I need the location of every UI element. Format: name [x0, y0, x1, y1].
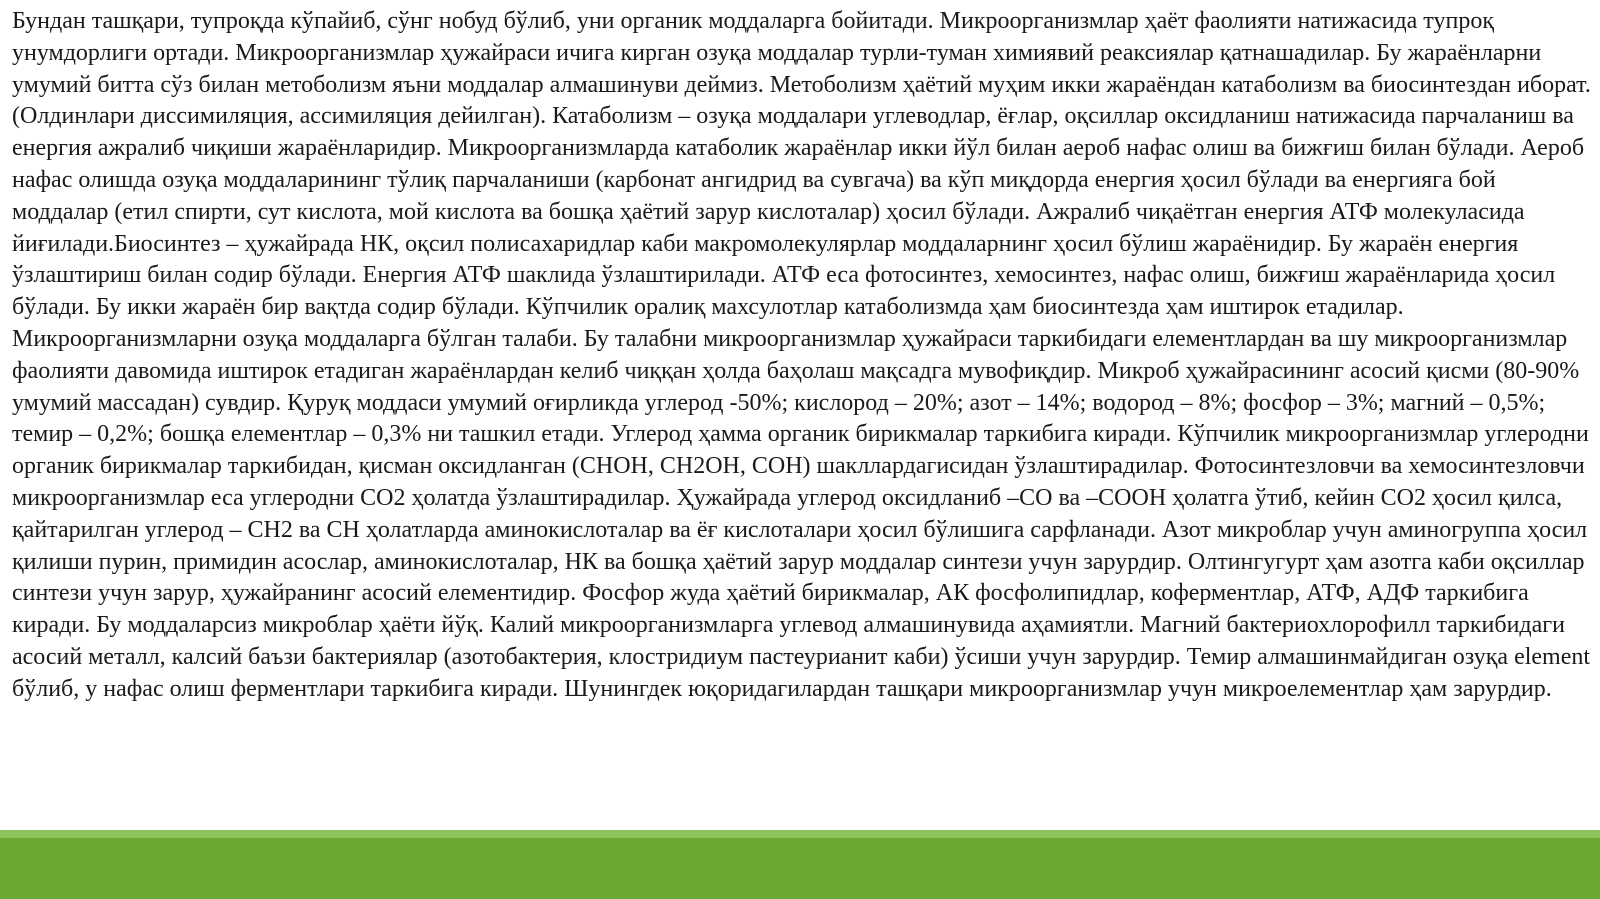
footer-bar-highlight [0, 830, 1600, 838]
footer-bar [0, 830, 1600, 899]
body-paragraph: Бундан ташқари, тупроқда кўпайиб, сўнг нобуд бўлиб, уни органик моддаларга бойитади. Микроорганизмлар ҳаёт фаолияти натижасида тупроқ унумдорлиги ортади. Микроорганизмлар ҳужайраси ичига кирган озуқа моддалар турли-туман химиявий реаксиялар қатнашадилар. Бу жараёнларни умумий битта сўз билан метоболизм яъни моддалар алмашинуви деймиз. Метоболизм ҳаётий муҳим икки жараёндан катаболизм ва биосинтездан иборат. (Олдинлари диссимиляция, ассимиляция дейилган). Катаболизм – озуқа моддалари углеводлар, ёғлар, оқсиллар оксидланиш натижасида парчаланиш ва енергия ажралиб чиқиши жараёнларидир. Микроорганизмларда катаболик жараёнлар икки йўл билан аероб нафас олиш ва бижғиш билан бўлади. Аероб нафас олишда озуқа моддаларининг тўлиқ парчаланиши (карбонат ангидрид ва сувгача) ва кўп миқдорда енергия ҳосил бўлади ва енергияга бой моддалар (етил спирти, сут кислота, мой кислота ва бошқа ҳаётий зарур кислоталар) ҳосил бўлади. Ажралиб чиқаётган енергия АТФ молекуласида йиғилади.Биосинтез – ҳужайрада НК, оқсил полисахаридлар каби макромолекулярлар моддаларнинг ҳосил бўлиш жараёнидир. Бу жараён енергия ўзлаштириш билан содир бўлади. Енергия АТФ шаклида ўзлаштирилади. АТФ еса фотосинтез, хемосинтез, нафас олиш, бижғиш жараёнларида ҳосил бўлади. Бу икки жараён бир вақтда содир бўлади. Кўпчилик оралиқ махсулотлар катаболизмда ҳам биосинтезда ҳам иштирок етадилар. Микроорганизмларни озуқа моддаларга бўлган талаби. Бу талабни микроорганизмлар ҳужайраси таркибидаги елементлардан ва шу микроорганизмлар фаолияти давомида иштирок етадиган жараёнлардан келиб чиққан ҳолда баҳолаш мақсадга мувофиқдир. Микроб ҳужайрасининг асосий қисми (80-90% умумий массадан) сувдир. Қуруқ моддаси умумий оғирликда углерод -50%; кислород – 20%; азот – 14%; водород – 8%; фосфор – 3%; магний – 0,5%; темир – 0,2%; бошқа елементлар – 0,3% ни ташкил етади. Углерод ҳамма органик бирикмалар таркибига киради. Кўпчилик микроорганизмлар углеродни органик бирикмалар таркибидан, қисман оксидланган (CHOH, CH2OH, COH) шакллардагисидан ўзлаштирадилар. Фотосинтезловчи ва хемосинтезловчи микроорганизмлар еса углеродни CO2 ҳолатда ўзлаштирадилар. Ҳужайрада углерод оксидланиб –CO ва –COOH ҳолатга ўтиб, кейин CO2 ҳосил қилса, қайтарилган углерод – CH2 ва CH ҳолатларда аминокислоталар ва ёғ кислоталари ҳосил бўлишига сарфланади. Азот микроблар учун аминогруппа ҳосил қилиши пурин, примидин асослар, аминокислоталар, НК ва бошқа ҳаётий зарур моддалар синтези учун зарурдир. Олтингугурт ҳам азотга каби оқсиллар синтези учун зарур, ҳужайранинг асосий елементидир. Фосфор жуда ҳаётий бирикмалар, АК фосфолипидлар, коферментлар, АТФ, АДФ таркибига киради. Бу моддаларсиз микроблар ҳаёти йўқ. Калий микроорганизмларга углевод алмашинувида аҳамиятли. Магний бактериохлорофилл таркибидаги асосий металл, калсий баъзи бактериялар (азотобактерия, клостридиум пастеурианит каби) ўсиши учун зарурдир. Темир алмашинмайдиган озуқа element бўлиб, у нафас олиш ферментлари таркибига киради. Шунингдек юқоридагилардан ташқари микроорганизмлар учун микроелементлар ҳам зарурдир. [12, 8, 1591, 702]
